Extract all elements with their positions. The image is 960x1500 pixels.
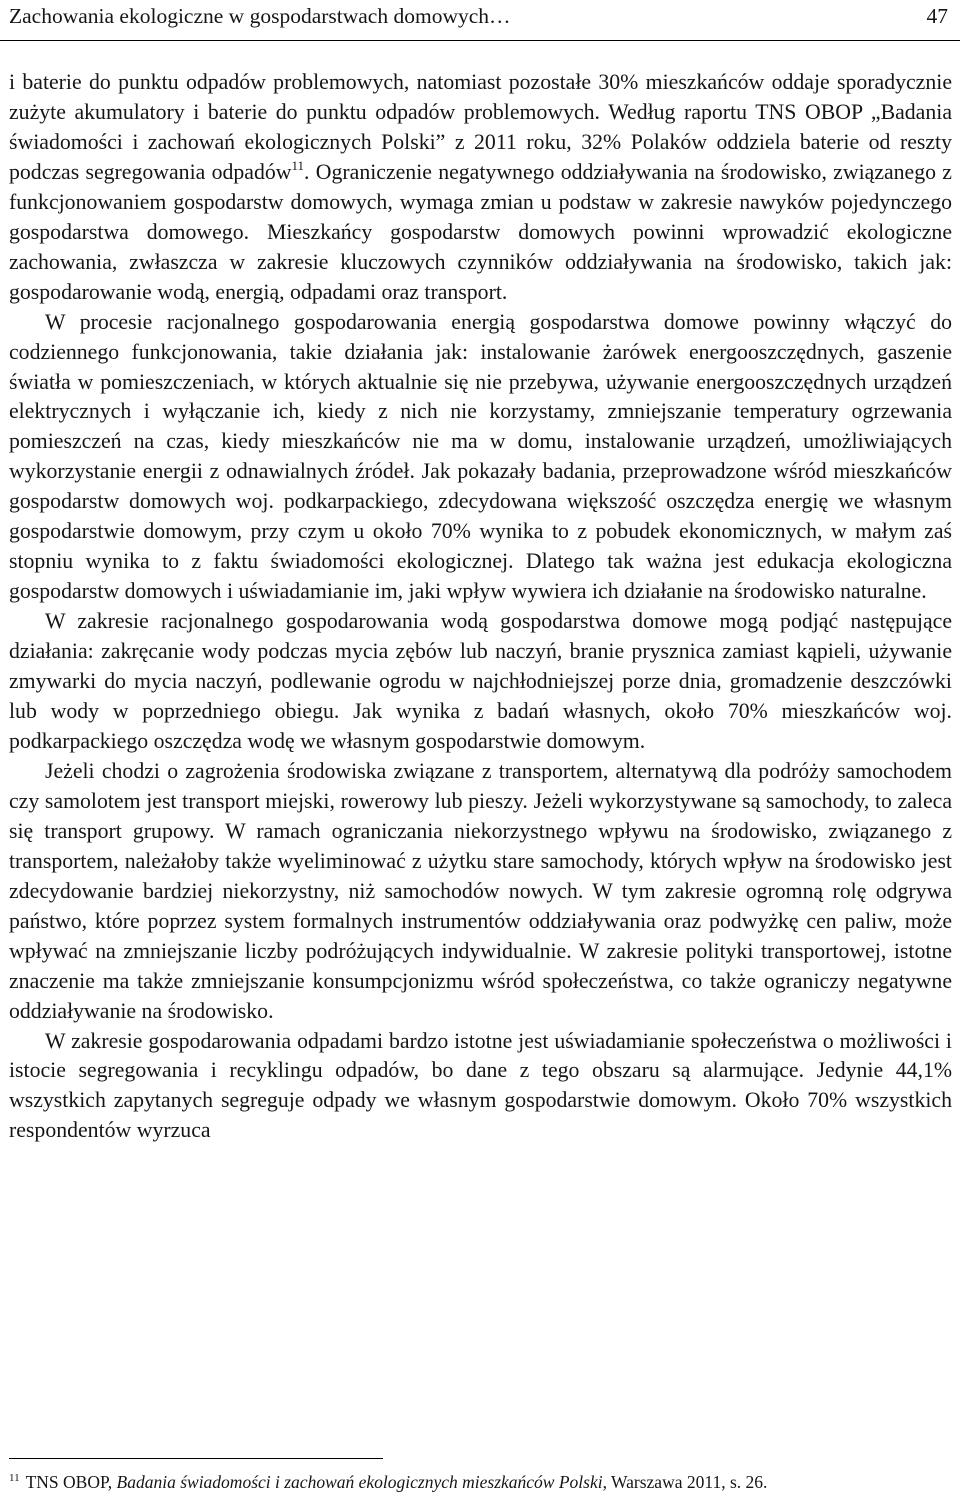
footnote-reference[interactable]: 11 — [291, 157, 305, 173]
paragraph-4: Jeżeli chodzi o zagrożenia środowiska związane z transportem, alternatywą dla podróży samochodem czy samolotem jest transport miejski, rowerowy lub pieszy. Jeżeli wykorzystywane są samochody, to zaleca się transport grupowy. W ramach ograniczania niekorzystnego wpływu na środowisko, związanego z transportem, należałoby także wyeliminować z użytku stare samochody, których wpływ na środowisko jest zdecydowanie bardziej niekorzystny, niż samochodów nowych. W tym zakresie ogromną rolę odgrywa państwo, które poprzez system formalnych instrumentów oddziaływania oraz podwyżkę cen paliw, może wpływać na zmniejszanie liczby podróżujących indywidualnie. W zakresie polityki transportowej, istotne znaczenie ma także zmniejszanie konsumpcjonizmu wśród społeczeństwa, co także ograniczy negatywne oddziaływanie na środowisko. — [9, 758, 952, 1023]
paragraph-2: W procesie racjonalnego gospodarowania energią gospodarstwa domowe powinny włączyć do codziennego funkcjonowania, takie działania jak: instalowanie żarówek energooszczędnych, gaszenie światła w pomieszczeniach, w których aktualnie się nie przebywa, używanie energooszczędnych urządzeń elektrycznych i wyłączanie ich, kiedy z nich nie korzystamy, zmniejszanie temperatury ogrzewania pomieszczeń na czas, kiedy mieszkańców nie ma w domu, instalowanie urządzeń, umożliwiających wykorzystanie energii z odnawialnych źródeł. Jak pokazały badania, przeprowadzone wśród mieszkańców gospodarstw domowych woj. podkarpackiego, zdecydowana większość oszczędza energię we własnym gospodarstwie domowym, przy czym u około 70% wynika to z pobudek ekonomicznych, w małym zaś stopniu wynika to z faktu świadomości ekologicznej. Dlatego tak ważna jest edukacja ekologiczna gospodarstw domowych i uświadamianie im, jaki wpływ wywiera ich działanie na środowisko naturalne. — [9, 309, 952, 604]
paragraph-5: W zakresie gospodarowania odpadami bardzo istotne jest uświadamianie społeczeństwa o możliwości i istocie segregowania i recyklingu odpadów, bo dane z tego obszaru są alarmujące. Jedynie 44,1% wszystkich zapytanych segreguje odpady we własnym gospodarstwie domowym. Około 70% wszystkich respondentów wyrzuca — [9, 1028, 952, 1143]
paragraph-1-text-a: i baterie do punktu odpadów problemowych, natomiast pozostałe 30% mieszkańców oddaje sporadycznie zużyte akumulatory i baterie do punktu odpadów problemowych. Według raportu TNS OBOP „Badania świadomości i zachowań ekologicznych Polski” z 2011 roku, 32% Polaków oddziela baterie od reszty podczas segregowania odpadów — [9, 70, 952, 184]
header-title: Zachowania ekologiczne w gospodarstwach domowych… — [9, 4, 511, 28]
footnote — [9, 1471, 952, 1493]
footnote-separator — [9, 1458, 383, 1459]
page-number: 47 — [926, 4, 948, 28]
paragraph-1 — [9, 68, 952, 308]
running-header — [0, 0, 960, 41]
footnote-title: Badania świadomości i zachowań ekologicznych mieszkańców Polski — [116, 1472, 603, 1492]
paragraph-3: W zakresie racjonalnego gospodarowania wodą gospodarstwa domowe mogą podjąć następujące działania: zakręcanie wody podczas mycia zębów lub naczyń, branie prysznica zamiast kąpieli, używanie zmywarki do mycia naczyń, podlewanie ogrodu w najchłodniejszej porze dnia, gromadzenie deszczówki lub wody w poprzedniego obiegu. Jak wynika z badań własnych, około 70% mieszkańców woj. podkarpackiego oszczędza wodę we własnym gospodarstwie domowym. — [9, 609, 952, 753]
footnote-text-before: TNS OBOP, — [25, 1472, 117, 1492]
body-text — [9, 68, 952, 1146]
footnote-text-after: , Warszawa 2011, s. 26. — [602, 1472, 768, 1492]
footnote-number: 11 — [9, 1472, 20, 1484]
paragraph-1-text-b: . Ograniczenie negatywnego oddziaływania na środowisko, związanego z funkcjonowaniem gospodarstw domowych, wymaga zmian u podstaw w zakresie nawyków pojedynczego gospodarstwa domowego. Mieszkańcy gospodarstw domowych powinni wprowadzić ekologiczne zachowania, zwłaszcza w zakresie kluczowych czynników oddziaływania na środowisko, takich jak: gospodarowanie wodą, energią, odpadami oraz transport. — [9, 159, 952, 304]
